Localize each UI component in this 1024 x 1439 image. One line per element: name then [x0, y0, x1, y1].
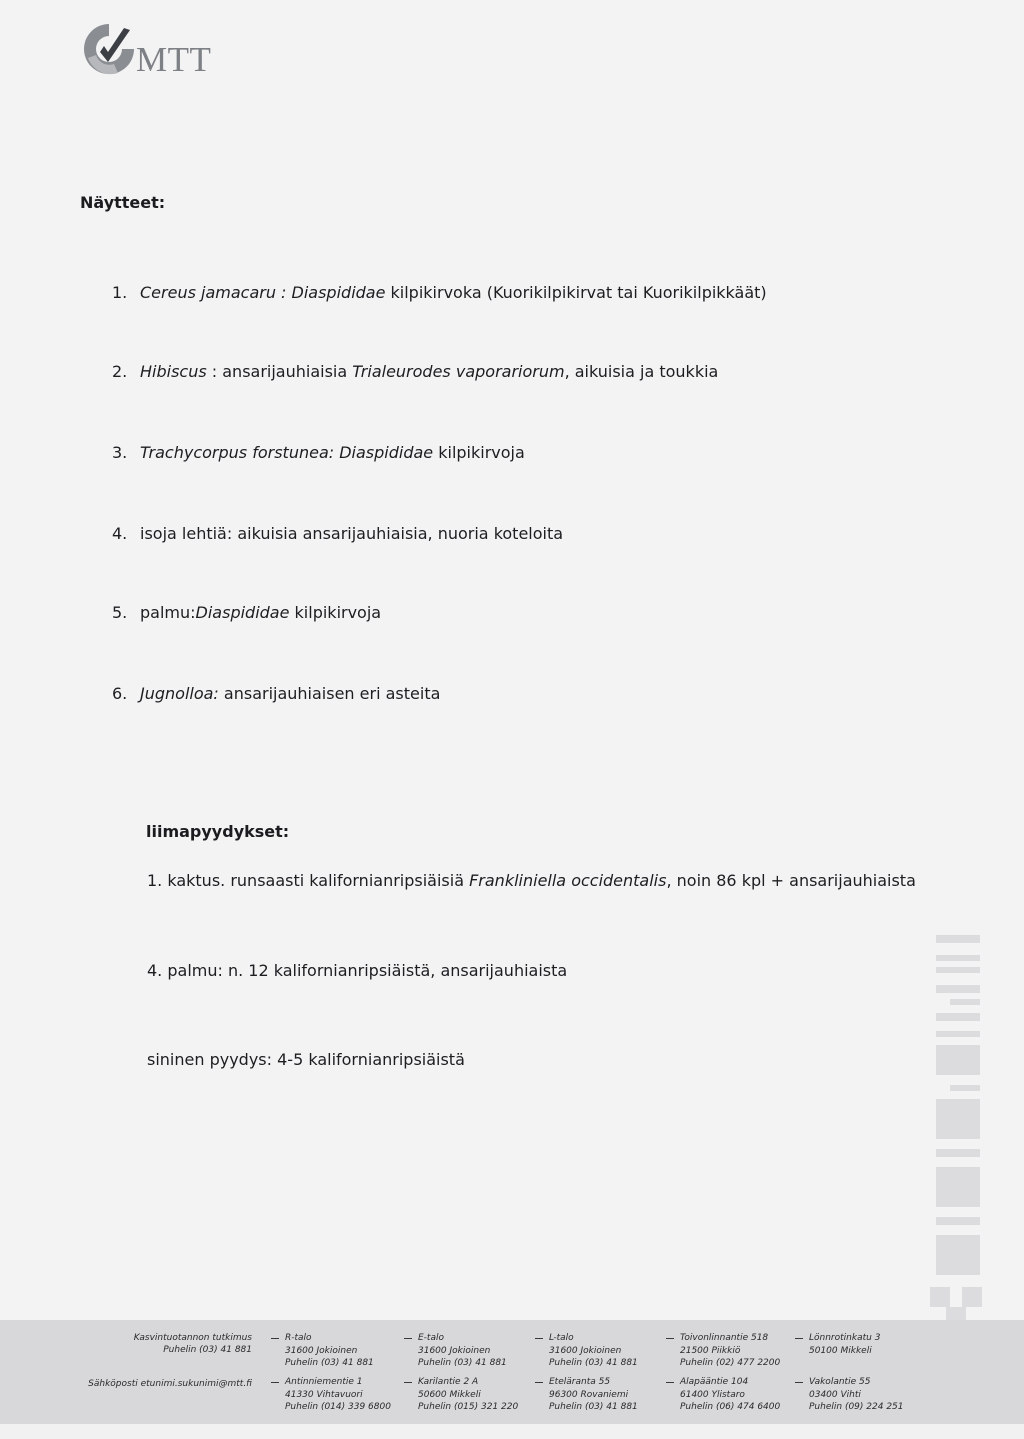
footer-dash [666, 1338, 674, 1339]
text-segment: sininen pyydys: 4-5 kalifornianripsiäistä [147, 1050, 465, 1069]
footer-address-line: Vakolantie 55 [809, 1377, 871, 1387]
footer-address-line: E-talo [418, 1333, 444, 1343]
sample-item [112, 684, 440, 703]
sample-number: 3. [112, 443, 128, 462]
text-segment: ansarijauhiaisen eri asteita [218, 684, 441, 703]
footer-address-line: Alapääntie 104 [680, 1377, 749, 1387]
samples-heading: Näytteet: [80, 193, 166, 212]
footer-address-line: L-talo [549, 1333, 574, 1343]
footer-address-line: Puhelin (03) 41 881 [285, 1358, 374, 1368]
footer-strip [0, 1424, 1024, 1439]
footer-address-line: Puhelin (015) 321 220 [418, 1402, 519, 1412]
footer-address-line: Puhelin (03) 41 881 [418, 1358, 507, 1368]
text-segment: Cereus jamacaru : Diaspididae [140, 283, 386, 302]
footer-address-line: Lönnrotinkatu 3 [809, 1333, 881, 1343]
text-segment: : ansarijauhiaisia [206, 362, 353, 381]
footer-address-line: Puhelin (03) 41 881 [549, 1358, 638, 1368]
footer-dash [795, 1338, 803, 1339]
text-segment: 4. palmu: n. 12 kalifornianripsiäistä, ansarijauhiaista [147, 961, 568, 980]
footer-address-line: 31600 Jokioinen [418, 1345, 491, 1356]
footer-address-line: 21500 Piikkiö [680, 1345, 741, 1356]
footer-address-line: Puhelin (09) 224 251 [809, 1402, 904, 1412]
footer-address-line: Eteläranta 55 [549, 1377, 611, 1387]
sample-item [112, 603, 381, 622]
footer-dash [271, 1338, 279, 1339]
footer-address-line: 50100 Mikkeli [809, 1345, 872, 1356]
text-segment: Trialeurodes vaporariorum [352, 362, 565, 381]
footer-dash [271, 1382, 279, 1383]
footer-address-line: Karilantie 2 A [418, 1377, 479, 1387]
sample-item [112, 283, 767, 302]
trap-item [147, 1050, 465, 1069]
text-segment: Frankliniella occidentalis [469, 871, 667, 890]
trap-item [147, 871, 916, 890]
sample-number: 2. [112, 362, 128, 381]
text-segment: palmu: [140, 603, 196, 622]
footer-address-line: R-talo [285, 1333, 312, 1343]
sample-number: 6. [112, 684, 128, 703]
text-segment: , aikuisia ja toukkia [564, 362, 719, 381]
footer-address-line: 31600 Jokioinen [549, 1345, 622, 1356]
text-segment: kilpikirvoja [433, 443, 525, 462]
footer-address-line: Puhelin (06) 474 6400 [680, 1402, 781, 1412]
traps-heading: liimapyydykset: [146, 822, 290, 841]
sample-item [112, 362, 718, 381]
footer-dash [535, 1338, 543, 1339]
footer-address-line: 50600 Mikkeli [418, 1389, 481, 1400]
trap-item [147, 961, 567, 980]
footer-org-phone: Puhelin (03) 41 881 [163, 1345, 252, 1355]
text-segment: , noin 86 kpl + ansarijauhiaista [666, 871, 916, 890]
text-segment: 1. kaktus. runsaasti kalifornianripsiäisiä [147, 871, 470, 890]
footer-address-line: 03400 Vihti [809, 1389, 861, 1400]
sample-number: 4. [112, 524, 128, 543]
text-segment: Hibiscus [140, 362, 207, 381]
text-segment: kilpikirvoka (Kuorikilpikirvat tai Kuorikilpikkäät) [385, 283, 767, 302]
footer-email: Sähköposti etunimi.sukunimi@mtt.fi [88, 1379, 252, 1389]
footer-dash [795, 1382, 803, 1383]
mtt-logo [78, 18, 218, 82]
footer-address-line: 31600 Jokioinen [285, 1345, 358, 1356]
footer-address-line: 96300 Rovaniemi [549, 1389, 629, 1400]
sample-number: 5. [112, 603, 128, 622]
footer-address-line: Toivonlinnantie 518 [680, 1333, 769, 1343]
sample-item [112, 524, 563, 543]
footer-dash [404, 1382, 412, 1383]
footer-org: Kasvintuotannon tutkimus [133, 1333, 252, 1343]
footer-address-line: Puhelin (02) 477 2200 [680, 1358, 781, 1368]
sample-item [112, 443, 525, 462]
footer-dash [404, 1338, 412, 1339]
footer-address-line: 61400 Ylistaro [680, 1389, 745, 1400]
footer-dash [535, 1382, 543, 1383]
footer [0, 1320, 1024, 1424]
text-segment: kilpikirvoja [289, 603, 382, 622]
text-segment: Trachycorpus forstunea: Diaspididae [140, 443, 434, 462]
sample-number: 1. [112, 283, 128, 302]
footer-address-line: Puhelin (014) 339 6800 [285, 1402, 391, 1412]
text-segment: Jugnolloa: [140, 684, 219, 703]
mtt-logo-mark-icon [78, 18, 140, 80]
footer-dash [666, 1382, 674, 1383]
text-segment: Diaspididae [195, 603, 290, 622]
footer-address-line: Puhelin (03) 41 881 [549, 1402, 638, 1412]
www-mtt-fi-watermark [930, 935, 986, 1325]
footer-address-line: 41330 Vihtavuori [285, 1389, 363, 1400]
text-segment: isoja lehtiä: aikuisia ansarijauhiaisia, nuoria koteloita [140, 524, 564, 543]
footer-address-line: Antinniementie 1 [285, 1377, 363, 1387]
logo-text: MTT [136, 40, 212, 79]
